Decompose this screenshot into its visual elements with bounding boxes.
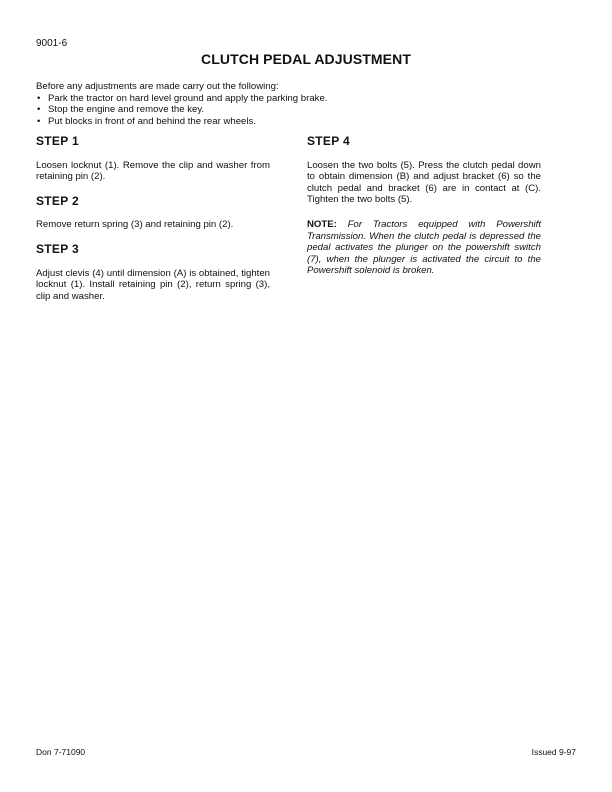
powershift-note — [307, 219, 541, 277]
step-2-text: Remove return spring (3) and retaining pin (2). — [36, 219, 234, 231]
step-3-heading: STEP 3 — [36, 241, 79, 256]
intro-lead: Before any adjustments are made carry out the following: — [36, 81, 279, 92]
page-number: 9001-6 — [36, 38, 68, 49]
step-3-text: Adjust clevis (4) until dimension (A) is obtained, tighten locknut (1). Install retaining pin (2), return spring (3), clip and washer. — [36, 267, 270, 302]
step-2-heading: STEP 2 — [36, 193, 79, 208]
step-1-heading: STEP 1 — [36, 134, 79, 148]
intro-section — [36, 81, 576, 127]
list-item: • Park the tractor on hard level ground and apply the parking brake. — [36, 93, 576, 105]
list-item: • Stop the engine and remove the key. — [36, 104, 576, 116]
left-column — [36, 136, 270, 315]
step-1-text: Loosen locknut (1). Remove the clip and washer from retaining pin (2). — [36, 159, 270, 183]
page-title: CLUTCH PEDAL ADJUSTMENT — [201, 51, 411, 67]
step-4-heading: STEP 4 — [307, 134, 350, 148]
list-item: • Put blocks in front of and behind the rear wheels. — [36, 116, 576, 128]
right-column — [307, 136, 541, 277]
footer-document-number: Don 7-71090 — [36, 747, 86, 757]
note-label: NOTE: — [307, 218, 337, 230]
note-text: For Tractors equipped with Powershift Transmission. When the clutch pedal is depressed the pedal activates the plunger on the powershift switch (7), when the plunger is activated the circuit to the Powershift solenoid is broken. — [307, 218, 541, 277]
footer-issue-date: Issued 9-97 — [531, 747, 576, 757]
step-4-text: Loosen the two bolts (5). Press the clutch pedal down to obtain dimension (B) and adjust bracket (6) so the clutch pedal and bracket (6) are in contact at (C). Tighten the two bolts (5). — [307, 159, 541, 206]
precaution-list — [36, 93, 576, 128]
